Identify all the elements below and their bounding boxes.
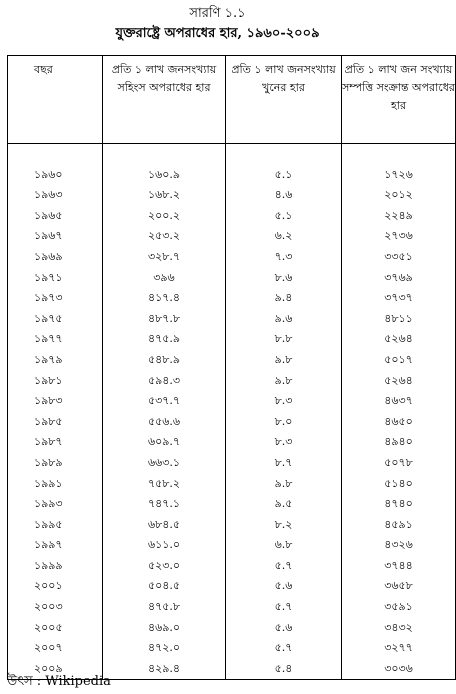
- property-crime-cell: ৫২৬৪: [342, 329, 456, 350]
- property-crime-cell: ৫২৬৪: [342, 371, 456, 392]
- violent-crime-cell: ৩৯৬: [103, 268, 226, 289]
- header-row: [8, 56, 456, 144]
- table-row: [8, 535, 456, 556]
- murder-rate-cell: ৮.৮: [226, 329, 342, 350]
- year-cell: ১৯৭৯: [8, 350, 103, 371]
- violent-crime-cell: ৪২৯.৪: [103, 659, 226, 680]
- year-cell: ২০০৫: [8, 618, 103, 639]
- property-crime-cell: ৩০৩৬: [342, 659, 456, 680]
- murder-rate-cell: ৯.৮: [226, 371, 342, 392]
- year-cell: ২০০৩: [8, 597, 103, 618]
- table-row: [8, 597, 456, 618]
- year-cell: ১৯৮১: [8, 371, 103, 392]
- table-body: [8, 144, 456, 680]
- year-cell: ১৯৭৭: [8, 329, 103, 350]
- year-cell: ১৯৯৩: [8, 494, 103, 515]
- murder-rate-cell: ৮.৩: [226, 391, 342, 412]
- year-cell: ১৯৬৫: [8, 206, 103, 227]
- year-cell: ১৯৭৫: [8, 309, 103, 330]
- violent-crime-cell: ৬৬৩.১: [103, 453, 226, 474]
- property-crime-cell: ৩২৭৭: [342, 638, 456, 659]
- year-cell: ১৯৮৩: [8, 391, 103, 412]
- table-row: [8, 247, 456, 268]
- year-cell: ১৯৯৭: [8, 535, 103, 556]
- property-crime-cell: ৫১৪০: [342, 474, 456, 495]
- murder-rate-cell: ৮.৩: [226, 432, 342, 453]
- violent-crime-cell: ৭৫৮.২: [103, 474, 226, 495]
- year-cell: ১৯৮৯: [8, 453, 103, 474]
- year-cell: ১৯৬৯: [8, 247, 103, 268]
- table-row: [8, 268, 456, 289]
- murder-rate-cell: ৯.৫: [226, 494, 342, 515]
- property-crime-cell: ৩৭৬৯: [342, 268, 456, 289]
- violent-crime-cell: ৪৮৭.৮: [103, 309, 226, 330]
- murder-rate-cell: ৫.৭: [226, 597, 342, 618]
- violent-crime-cell: ৭৪৭.১: [103, 494, 226, 515]
- property-crime-cell: ২৭৩৬: [342, 226, 456, 247]
- table-row: [8, 453, 456, 474]
- table-row: [8, 618, 456, 639]
- property-crime-cell: ৩৫৯১: [342, 597, 456, 618]
- murder-rate-cell: ৫.৭: [226, 556, 342, 577]
- property-crime-cell: ৪৬৩৭: [342, 391, 456, 412]
- property-crime-cell: ২২৪৯: [342, 206, 456, 227]
- violent-crime-cell: ৫৪৮.৯: [103, 350, 226, 371]
- violent-crime-cell: ১৬৮.২: [103, 185, 226, 206]
- murder-rate-cell: ৫.৬: [226, 576, 342, 597]
- table-row: [8, 185, 456, 206]
- murder-rate-cell: ৫.৪: [226, 659, 342, 680]
- year-cell: ১৯৮৭: [8, 432, 103, 453]
- violent-crime-cell: ১৬০.৯: [103, 165, 226, 186]
- violent-crime-cell: ৪৭২.০: [103, 638, 226, 659]
- property-crime-cell: ২০১২: [342, 185, 456, 206]
- property-crime-cell: ৩৭৪৪: [342, 556, 456, 577]
- table-row: [8, 412, 456, 433]
- murder-rate-cell: ৯.৮: [226, 474, 342, 495]
- table-row: [8, 556, 456, 577]
- property-crime-cell: ৪৯৪০: [342, 432, 456, 453]
- murder-rate-cell: ৮.৭: [226, 453, 342, 474]
- murder-rate-cell: ৫.৬: [226, 618, 342, 639]
- murder-rate-cell: ৪.৬: [226, 185, 342, 206]
- table-row: [8, 350, 456, 371]
- year-cell: ১৯৬০: [8, 165, 103, 186]
- violent-crime-cell: ৪৭৫.৮: [103, 597, 226, 618]
- violent-crime-cell: ৩২৮.৭: [103, 247, 226, 268]
- property-crime-cell: ৩৭৩৭: [342, 288, 456, 309]
- header-violent-crime-rate: প্রতি ১ লাখ জনসংখ্যায় সহিংস অপরাধের হার: [103, 56, 226, 144]
- header-property-crime-rate: প্রতি ১ লাখ জন সংখ্যায় সম্পত্তি সংক্রান্ত অপরাধের হার: [342, 56, 456, 144]
- violent-crime-cell: ৪৭৫.৯: [103, 329, 226, 350]
- murder-rate-cell: ৮.৬: [226, 268, 342, 289]
- table-row: [8, 576, 456, 597]
- property-crime-cell: ৪৬৫০: [342, 412, 456, 433]
- table-row: [8, 638, 456, 659]
- table-row: [8, 329, 456, 350]
- year-cell: ১৯৭১: [8, 268, 103, 289]
- spacer-row: [8, 144, 456, 165]
- murder-rate-cell: ৯.৪: [226, 288, 342, 309]
- murder-rate-cell: ৫.১: [226, 206, 342, 227]
- property-crime-cell: ৪৭৪০: [342, 494, 456, 515]
- year-cell: ১৯৬৩: [8, 185, 103, 206]
- year-cell: ১৯৮৫: [8, 412, 103, 433]
- murder-rate-cell: ৮.২: [226, 515, 342, 536]
- year-cell: ১৯৯৫: [8, 515, 103, 536]
- header-murder-rate: প্রতি ১ লাখ জনসংখ্যায় খুনের হার: [226, 56, 342, 144]
- source-note: উৎস : Wikipedia: [7, 674, 111, 689]
- property-crime-cell: ৪৩২৬: [342, 535, 456, 556]
- murder-rate-cell: ৫.১: [226, 165, 342, 186]
- murder-rate-cell: ৬.২: [226, 226, 342, 247]
- murder-rate-cell: ৯.৬: [226, 309, 342, 330]
- table-row: [8, 226, 456, 247]
- murder-rate-cell: ৭.৩: [226, 247, 342, 268]
- table-row: [8, 165, 456, 186]
- year-cell: ১৯৭৩: [8, 288, 103, 309]
- murder-rate-cell: ৯.৮: [226, 350, 342, 371]
- property-crime-cell: ৪৮১১: [342, 309, 456, 330]
- table-row: [8, 432, 456, 453]
- property-crime-cell: ৩৬৫৮: [342, 576, 456, 597]
- violent-crime-cell: ৫২৩.০: [103, 556, 226, 577]
- violent-crime-cell: ৫৫৬.৬: [103, 412, 226, 433]
- year-cell: ২০০৭: [8, 638, 103, 659]
- crime-rate-table: [7, 55, 456, 680]
- violent-crime-cell: ৬১১.০: [103, 535, 226, 556]
- year-cell: ১৯৯৯: [8, 556, 103, 577]
- violent-crime-cell: ৬৮৪.৫: [103, 515, 226, 536]
- table-title: যুক্তরাষ্ট্রে অপরাধের হার, ১৯৬০-২০০৯: [115, 26, 320, 41]
- table-row: [8, 391, 456, 412]
- table-row: [8, 494, 456, 515]
- header-year: বছর: [8, 56, 103, 144]
- property-crime-cell: ৩৪৩২: [342, 618, 456, 639]
- table-row: [8, 515, 456, 536]
- year-cell: ১৯৬৭: [8, 226, 103, 247]
- violent-crime-cell: ৫০৪.৫: [103, 576, 226, 597]
- violent-crime-cell: ২০০.২: [103, 206, 226, 227]
- property-crime-cell: ৫০১৭: [342, 350, 456, 371]
- murder-rate-cell: ৫.৭: [226, 638, 342, 659]
- property-crime-cell: ১৭২৬: [342, 165, 456, 186]
- property-crime-cell: ৫০৭৮: [342, 453, 456, 474]
- year-cell: ২০০৯: [8, 659, 103, 680]
- year-cell: ২০০১: [8, 576, 103, 597]
- violent-crime-cell: ৫৩৭.৭: [103, 391, 226, 412]
- violent-crime-cell: ৫৯৪.৩: [103, 371, 226, 392]
- murder-rate-cell: ৬.৮: [226, 535, 342, 556]
- table-row: [8, 206, 456, 227]
- year-cell: ১৯৯১: [8, 474, 103, 495]
- table-label: সারণি ১.১: [189, 6, 246, 21]
- violent-crime-cell: ৪১৭.৪: [103, 288, 226, 309]
- property-crime-cell: ৩৩৫১: [342, 247, 456, 268]
- violent-crime-cell: ৬০৯.৭: [103, 432, 226, 453]
- table-row: [8, 288, 456, 309]
- table-row: [8, 474, 456, 495]
- violent-crime-cell: ৪৬৯.০: [103, 618, 226, 639]
- murder-rate-cell: ৮.০: [226, 412, 342, 433]
- table-row: [8, 371, 456, 392]
- property-crime-cell: ৪৫৯১: [342, 515, 456, 536]
- table-row: [8, 309, 456, 330]
- violent-crime-cell: ২৫৩.২: [103, 226, 226, 247]
